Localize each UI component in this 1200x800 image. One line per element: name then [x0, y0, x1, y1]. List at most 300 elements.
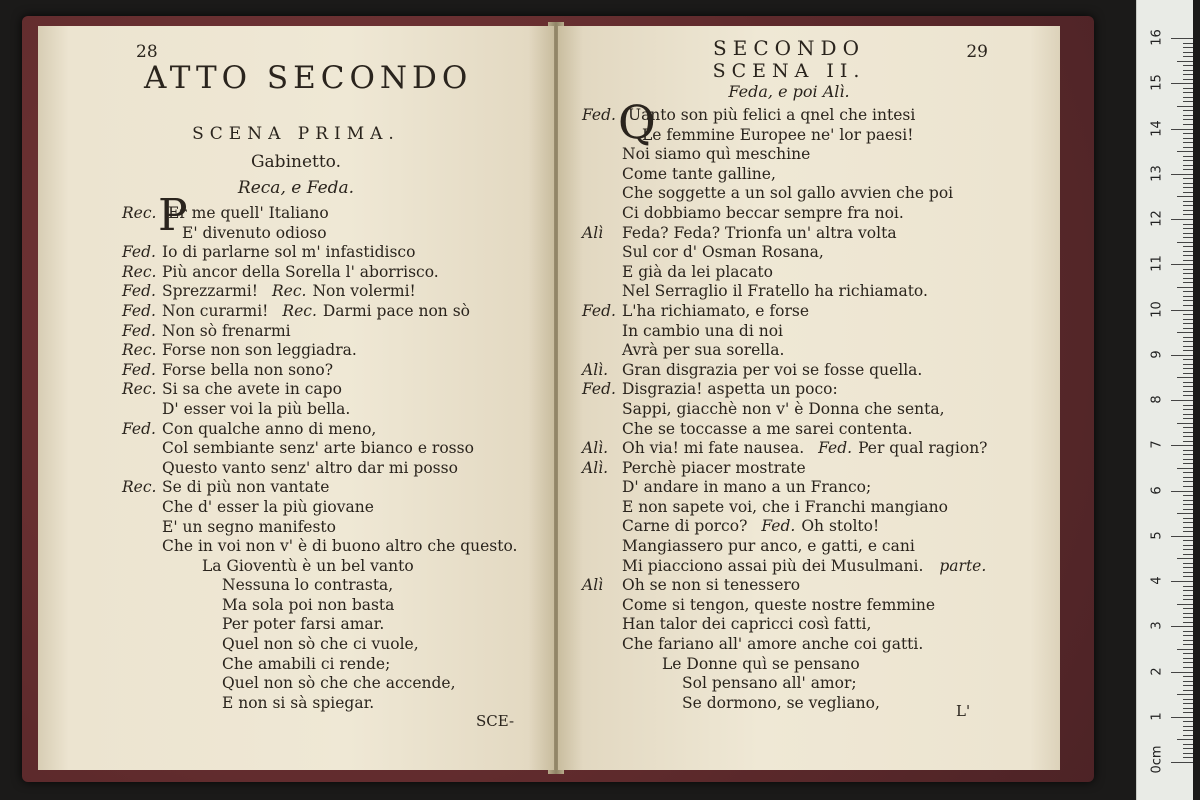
text-line	[582, 557, 988, 577]
text-line	[122, 302, 517, 322]
ruler-tick	[1177, 649, 1193, 650]
ruler-tick	[1183, 495, 1193, 496]
ruler-tick	[1183, 160, 1193, 161]
catchword-left: SCE-	[476, 712, 515, 730]
ruler-tick	[1183, 586, 1193, 587]
text-line	[582, 302, 988, 322]
measurement-ruler	[1136, 0, 1193, 800]
text-line	[582, 498, 988, 518]
ruler-tick	[1171, 581, 1193, 582]
ruler-number: 7	[1149, 440, 1165, 449]
line-text: Forse bella non sono?	[162, 360, 334, 379]
line-text: Sprezzarmi!	[162, 282, 258, 301]
text-line	[582, 126, 988, 146]
speaker-label: Fed.	[582, 301, 616, 320]
text-line	[582, 361, 988, 381]
speaker-label: Fed.	[122, 360, 156, 379]
page-number-left: 28	[136, 42, 158, 62]
speaker-label: Fed.	[582, 106, 616, 124]
ruler-tick	[1177, 106, 1193, 107]
scene-characters-left: Reca, e Feda.	[237, 178, 355, 198]
line-text: L'ha richiamato, e forse	[622, 301, 809, 320]
line-text: Mangiassero pur anco, e gatti, e cani	[622, 537, 915, 556]
ruler-tick	[1171, 355, 1193, 356]
ruler-tick	[1177, 513, 1193, 514]
ruler-tick	[1183, 653, 1193, 654]
ruler-tick	[1183, 97, 1193, 98]
ruler-tick	[1183, 165, 1193, 166]
ruler-number: 16	[1149, 29, 1165, 46]
ruler-tick	[1183, 74, 1193, 75]
ruler-tick	[1183, 278, 1193, 279]
text-line	[582, 635, 988, 655]
text-line	[122, 537, 517, 557]
line-text: Quel non sò che ci vuole,	[222, 635, 419, 654]
text-line	[122, 655, 517, 675]
ruler-number: 0cm	[1149, 745, 1165, 774]
ruler-tick	[1183, 599, 1193, 600]
line-text: Uanto son più felici a qnel che intesi	[628, 106, 916, 124]
ruler-tick	[1183, 201, 1193, 202]
ruler-tick	[1183, 192, 1193, 193]
ruler-tick	[1183, 210, 1193, 211]
text-line	[122, 439, 517, 459]
ruler-tick	[1183, 328, 1193, 329]
scene-title-right: SCENA II.	[712, 60, 866, 82]
ruler-tick	[1177, 468, 1193, 469]
ruler-tick	[1183, 644, 1193, 645]
ruler-tick	[1183, 368, 1193, 369]
line-text: E' un segno manifesto	[162, 517, 336, 536]
ruler-tick	[1177, 332, 1193, 333]
ruler-tick	[1183, 110, 1193, 111]
ruler-tick	[1183, 540, 1193, 541]
ruler-tick	[1183, 246, 1193, 247]
ruler-tick	[1183, 608, 1193, 609]
speaker-label: Fed.	[122, 282, 156, 301]
line-text: Avrà per sua sorella.	[622, 341, 785, 360]
ruler-tick	[1183, 699, 1193, 700]
ruler-tick	[1183, 418, 1193, 419]
speaker-label: Fed.	[582, 380, 616, 399]
line-text: Oh se non si tenessero	[622, 576, 801, 595]
line-text: Sappi, giacchè non v' è Donna che senta,	[622, 399, 945, 418]
ruler-tick	[1183, 518, 1193, 519]
ruler-tick	[1183, 486, 1193, 487]
line-text: Non curarmi!	[162, 301, 269, 320]
line-text: Disgrazia! aspetta un poco:	[622, 380, 838, 399]
speaker-label: Rec.	[122, 478, 157, 497]
ruler-tick	[1183, 205, 1193, 206]
text-line	[582, 224, 988, 244]
speaker-label: Alì.	[582, 360, 609, 379]
line-text: Come tante galline,	[622, 164, 776, 183]
line-text: E già da lei placato	[622, 262, 773, 281]
line-text: Ma sola poi non basta	[222, 595, 395, 614]
ruler-tick	[1183, 300, 1193, 301]
ruler-tick	[1183, 477, 1193, 478]
line-text: Che in voi non v' è di buono altro che questo.	[162, 537, 518, 556]
ruler-tick	[1183, 427, 1193, 428]
ruler-tick	[1183, 386, 1193, 387]
ruler-tick	[1183, 169, 1193, 170]
ruler-tick	[1183, 214, 1193, 215]
left-text-block	[122, 204, 517, 713]
ruler-tick	[1183, 70, 1193, 71]
ruler-tick	[1183, 373, 1193, 374]
ruler-tick	[1183, 255, 1193, 256]
line-text: Non volermi!	[312, 282, 416, 301]
line-text: Oh stolto!	[801, 517, 880, 536]
ruler-tick	[1177, 151, 1193, 152]
drop-cap-left: P	[158, 190, 188, 241]
ruler-number: 1	[1149, 712, 1165, 721]
ruler-number: 12	[1149, 210, 1165, 227]
line-text: Nessuna lo contrasta,	[222, 576, 394, 595]
ruler-tick	[1183, 359, 1193, 360]
line-text: In cambio una di noi	[622, 321, 784, 340]
ruler-tick	[1183, 178, 1193, 179]
ruler-tick	[1183, 138, 1193, 139]
line-text: Io di parlarne sol m' infastidisco	[162, 243, 416, 262]
text-line	[582, 655, 988, 675]
line-text: Per qual ragion?	[858, 439, 988, 458]
ruler-tick	[1171, 762, 1193, 763]
ruler-tick	[1183, 703, 1193, 704]
speaker-label: Fed.	[122, 419, 156, 438]
line-text: Han talor dei capricci così fatti,	[622, 615, 872, 634]
line-text: D' esser voi la più bella.	[162, 399, 351, 418]
ruler-tick	[1183, 590, 1193, 591]
line-text: Nel Serraglio il Fratello ha richiamato.	[622, 282, 928, 301]
ruler-tick	[1183, 142, 1193, 143]
ruler-number: 10	[1149, 300, 1165, 318]
line-text: Sol pensano all' amor;	[682, 674, 857, 693]
ruler-tick	[1183, 233, 1193, 234]
text-line	[582, 517, 988, 537]
left-page	[38, 26, 554, 770]
right-page	[558, 26, 1060, 770]
line-text: Più ancor della Sorella l' aborrisco.	[162, 262, 439, 281]
line-text: Che se toccasse a me sarei contenta.	[622, 419, 913, 438]
ruler-tick	[1177, 739, 1193, 740]
text-line	[122, 674, 517, 694]
ruler-tick	[1183, 319, 1193, 320]
ruler-tick	[1183, 472, 1193, 473]
ruler-tick	[1183, 685, 1193, 686]
ruler-tick	[1183, 291, 1193, 292]
text-line	[122, 518, 517, 538]
ruler-tick	[1171, 219, 1193, 220]
speaker-label: Fed.	[761, 517, 796, 536]
ruler-tick	[1183, 504, 1193, 505]
text-line	[122, 596, 517, 616]
ruler-tick	[1171, 491, 1193, 492]
ruler-tick	[1183, 463, 1193, 464]
ruler-tick	[1183, 454, 1193, 455]
text-line	[122, 635, 517, 655]
line-text: Feda? Feda? Trionfa un' altra volta	[622, 223, 897, 242]
speaker-label: Fed.	[122, 301, 156, 320]
ruler-tick	[1171, 400, 1193, 401]
text-line	[582, 322, 988, 342]
ruler-tick	[1183, 595, 1193, 596]
line-text: Gran disgrazia per voi se fosse quella.	[622, 360, 923, 379]
line-text: Se dormono, se vegliano,	[682, 693, 880, 712]
ruler-tick	[1183, 522, 1193, 523]
ruler-tick	[1177, 377, 1193, 378]
ruler-tick	[1183, 341, 1193, 342]
text-line	[582, 674, 988, 694]
ruler-tick	[1183, 721, 1193, 722]
line-text: Per poter farsi amar.	[222, 615, 385, 634]
ruler-number: 11	[1149, 255, 1165, 273]
ruler-tick	[1183, 56, 1193, 57]
ruler-tick	[1183, 52, 1193, 53]
text-line	[122, 361, 517, 381]
text-line	[582, 106, 988, 126]
ruler-tick	[1177, 61, 1193, 62]
ruler-tick	[1171, 310, 1193, 311]
right-text-block	[582, 106, 988, 713]
text-line	[582, 380, 988, 400]
line-text: Con qualche anno di meno,	[162, 419, 377, 438]
text-line	[582, 420, 988, 440]
line-text: Oh via! mi fate nausea.	[622, 439, 805, 458]
ruler-tick	[1177, 604, 1193, 605]
text-line	[122, 282, 517, 302]
ruler-tick	[1183, 282, 1193, 283]
line-text: Carne di porco?	[622, 517, 748, 536]
ruler-number: 3	[1149, 621, 1165, 630]
ruler-tick	[1171, 174, 1193, 175]
text-line	[122, 498, 517, 518]
text-line	[582, 478, 988, 498]
ruler-tick	[1183, 509, 1193, 510]
ruler-number: 13	[1149, 164, 1165, 182]
ruler-tick	[1183, 147, 1193, 148]
ruler-tick	[1183, 382, 1193, 383]
text-line	[122, 341, 517, 361]
line-text: Sul cor d' Osman Rosana,	[622, 243, 824, 262]
ruler-tick	[1183, 65, 1193, 66]
ruler-tick	[1183, 187, 1193, 188]
line-text: E non sapete voi, che i Franchi mangiano	[622, 497, 948, 516]
text-line	[122, 615, 517, 635]
ruler-tick	[1183, 92, 1193, 93]
ruler-tick	[1183, 613, 1193, 614]
line-text: Che soggette a un sol gallo avvien che poi	[622, 184, 954, 203]
text-line	[122, 400, 517, 420]
drop-cap-right: Q	[618, 95, 656, 149]
line-text: Che amabili ci rende;	[222, 654, 391, 673]
ruler-tick	[1183, 690, 1193, 691]
ruler-tick	[1183, 115, 1193, 116]
speaker-label: Rec.	[122, 262, 157, 281]
ruler-tick	[1183, 79, 1193, 80]
ruler-tick	[1183, 708, 1193, 709]
speaker-label: Rec.	[272, 282, 307, 301]
ruler-tick	[1183, 527, 1193, 528]
speaker-label: Rec.	[282, 301, 317, 320]
line-text: Quel non sò che che accende,	[222, 674, 456, 693]
text-line	[582, 184, 988, 204]
ruler-tick	[1183, 432, 1193, 433]
line-text: Ci dobbiamo beccar sempre fra noi.	[622, 203, 904, 222]
text-line	[582, 165, 988, 185]
text-line	[122, 478, 517, 498]
ruler-tick	[1183, 459, 1193, 460]
ruler-number: 8	[1149, 395, 1165, 404]
text-line	[122, 557, 517, 577]
ruler-tick	[1171, 264, 1193, 265]
text-line	[122, 576, 517, 596]
text-line	[122, 263, 517, 283]
ruler-tick	[1183, 224, 1193, 225]
ruler-tick	[1183, 757, 1193, 758]
ruler-tick	[1183, 658, 1193, 659]
ruler-number: 2	[1149, 666, 1165, 676]
speaker-label: Fed.	[122, 243, 156, 262]
line-text: Mi piacciono assai più dei Musulmani.	[622, 556, 924, 575]
ruler-tick	[1183, 554, 1193, 555]
ruler-tick	[1183, 662, 1193, 663]
page-number-right: 29	[966, 42, 988, 62]
text-line	[122, 694, 517, 714]
ruler-tick	[1183, 314, 1193, 315]
line-text: Questo vanto senz' altro dar mi posso	[162, 458, 458, 477]
ruler-tick	[1183, 563, 1193, 564]
ruler-tick	[1183, 545, 1193, 546]
line-text: Le femmine Europee ne' lor paesi!	[642, 125, 914, 144]
ruler-number: 6	[1149, 485, 1165, 495]
text-line	[582, 204, 988, 224]
text-line	[582, 596, 988, 616]
ruler-tick	[1183, 395, 1193, 396]
ruler-tick	[1183, 391, 1193, 392]
text-line	[582, 243, 988, 263]
speaker-label: Fed.	[818, 439, 853, 458]
ruler-tick	[1183, 260, 1193, 261]
ruler-tick	[1183, 43, 1193, 44]
text-line	[122, 224, 517, 244]
ruler-tick	[1183, 735, 1193, 736]
line-text: E' divenuto odioso	[182, 223, 327, 242]
line-text: Er me quell' Italiano	[168, 204, 329, 222]
ruler-tick	[1177, 242, 1193, 243]
speaker-label: Rec.	[122, 380, 157, 399]
line-text: Come si tengon, queste nostre femmine	[622, 595, 936, 614]
line-text: Non sò frenarmi	[162, 321, 291, 340]
ruler-tick	[1183, 748, 1193, 749]
text-line	[122, 420, 517, 440]
scene-title-left: SCENA PRIMA.	[192, 124, 400, 144]
speaker-label: Alì.	[582, 439, 609, 458]
ruler-tick	[1183, 119, 1193, 120]
ruler-tick	[1183, 500, 1193, 501]
speaker-label: Alì	[582, 223, 604, 242]
ruler-tick	[1183, 667, 1193, 668]
text-line	[582, 439, 988, 459]
scene-characters-right: Feda, e poi Alì.	[728, 82, 850, 101]
act-title: ATTO SECONDO	[144, 60, 473, 96]
ruler-tick	[1183, 450, 1193, 451]
ruler-tick	[1183, 635, 1193, 636]
text-line	[122, 322, 517, 342]
ruler-tick	[1177, 558, 1193, 559]
line-text: Che fariano all' amore anche coi gatti.	[622, 635, 924, 654]
ruler-tick	[1183, 88, 1193, 89]
line-text: Forse non son leggiadra.	[162, 341, 357, 360]
line-text: Col sembiante senz' arte bianco e rosso	[162, 439, 474, 458]
ruler-tick	[1171, 445, 1193, 446]
ruler-tick	[1177, 423, 1193, 424]
line-text: E non si sà spiegar.	[222, 693, 375, 712]
ruler-tick	[1183, 269, 1193, 270]
ruler-tick	[1183, 124, 1193, 125]
ruler-tick	[1171, 536, 1193, 537]
ruler-tick	[1183, 441, 1193, 442]
ruler-tick	[1183, 323, 1193, 324]
text-line	[582, 282, 988, 302]
ruler-tick	[1183, 617, 1193, 618]
ruler-tick	[1183, 156, 1193, 157]
text-line	[122, 204, 517, 224]
line-text: La Gioventù è un bel vanto	[202, 556, 414, 575]
ruler-tick	[1183, 251, 1193, 252]
ruler-tick	[1183, 712, 1193, 713]
ruler-tick	[1183, 549, 1193, 550]
ruler-tick	[1183, 47, 1193, 48]
text-line	[582, 263, 988, 283]
ruler-tick	[1183, 436, 1193, 437]
ruler-tick	[1183, 405, 1193, 406]
ruler-tick	[1183, 364, 1193, 365]
speaker-label: Rec.	[122, 341, 157, 360]
line-text: Noi siamo quì meschine	[622, 145, 811, 164]
speaker-label: Rec.	[122, 204, 157, 222]
ruler-tick	[1183, 531, 1193, 532]
ruler-tick	[1177, 694, 1193, 695]
text-line	[582, 537, 988, 557]
ruler-tick	[1183, 622, 1193, 623]
ruler-tick	[1171, 129, 1193, 130]
ruler-tick	[1183, 640, 1193, 641]
ruler-tick	[1183, 631, 1193, 632]
line-text: Darmi pace non sò	[322, 301, 470, 320]
ruler-tick	[1183, 576, 1193, 577]
ruler-tick	[1171, 38, 1193, 39]
text-line	[122, 380, 517, 400]
ruler-number: 14	[1149, 119, 1165, 137]
line-text: Che d' esser la più giovane	[162, 497, 374, 516]
ruler-number: 5	[1149, 531, 1165, 540]
ruler-tick	[1171, 717, 1193, 718]
ruler-tick	[1183, 183, 1193, 184]
ruler-tick	[1183, 481, 1193, 482]
line-text: Perchè piacer mostrate	[622, 458, 806, 477]
running-head: SECONDO	[713, 36, 865, 60]
ruler-tick	[1183, 730, 1193, 731]
text-line	[582, 576, 988, 596]
ruler-tick	[1183, 133, 1193, 134]
text-line	[582, 341, 988, 361]
text-line	[122, 243, 517, 263]
line-text: D' andare in mano a un Franco;	[622, 478, 872, 497]
ruler-number: 4	[1149, 576, 1165, 585]
text-line	[582, 694, 988, 714]
text-line	[582, 459, 988, 479]
